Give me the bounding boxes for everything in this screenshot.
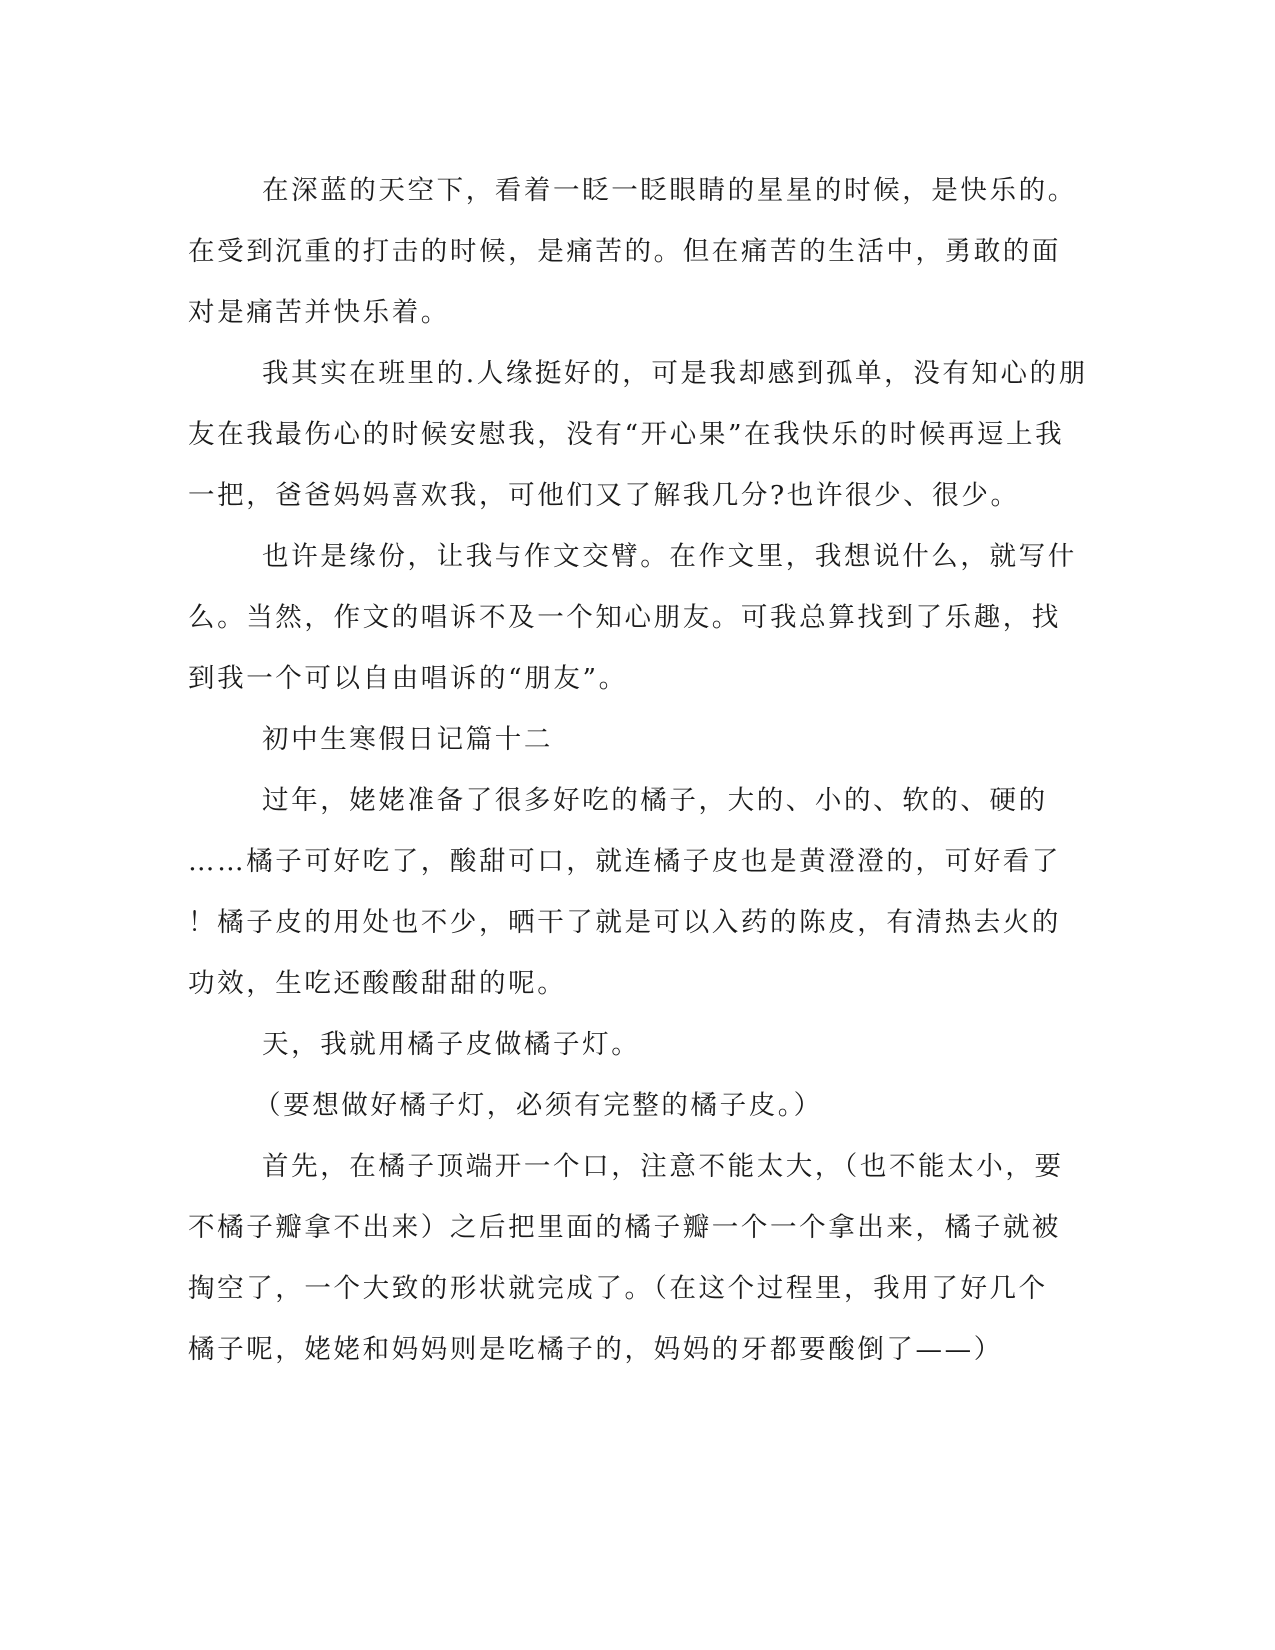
text-line: 功效，生吃还酸酸甜甜的呢。	[188, 968, 567, 999]
text-line: 过年，姥姥准备了很多好吃的橘子，大的、小的、软的、硬的	[262, 785, 1048, 816]
heading-line: 初中生寒假日记篇十二	[262, 724, 553, 755]
text-line: 天，我就用橘子皮做橘子灯。	[262, 1029, 641, 1060]
text-line: 一把，爸爸妈妈喜欢我，可他们又了解我几分?也许很少、很少。	[188, 480, 1020, 511]
text-line: 友在我最伤心的时候安慰我，没有“开心果”在我快乐的时候再逗上我	[188, 419, 1065, 450]
text-line: 对是痛苦并快乐着。	[188, 297, 450, 328]
text-line: 在深蓝的天空下，看着一眨一眨眼睛的星星的时候，是快乐的。	[262, 175, 1077, 206]
text-line: 掏空了，一个大致的形状就完成了。（在这个过程里，我用了好几个	[188, 1273, 1048, 1304]
text-line: ！橘子皮的用处也不少，晒干了就是可以入药的陈皮，有清热去火的	[188, 907, 1061, 938]
paragraph-orange-peel	[188, 770, 1088, 1014]
text-line: 首先，在橘子顶端开一个口，注意不能太大，（也不能太小，要	[262, 1151, 1064, 1182]
text-line: 么。当然，作文的唱诉不及一个知心朋友。可我总算找到了乐趣，找	[188, 602, 1061, 633]
text-line: 我其实在班里的.人缘挺好的，可是我却感到孤单，没有知心的朋	[262, 358, 1088, 389]
text-line: 在受到沉重的打击的时候，是痛苦的。但在痛苦的生活中，勇敢的面	[188, 236, 1061, 267]
text-line: ……橘子可好吃了，酸甜可口，就连橘子皮也是黄澄澄的，可好看了	[188, 846, 1061, 877]
section-heading	[188, 709, 1088, 770]
text-line: 橘子呢，姥姥和妈妈则是吃橘子的，妈妈的牙都要酸倒了——）	[188, 1334, 1003, 1365]
document-body	[188, 160, 1088, 1380]
paragraph-lantern-intro	[188, 1014, 1088, 1075]
paragraph-lonely	[188, 343, 1088, 526]
paragraph-lantern-steps	[188, 1136, 1088, 1380]
text-line: （要想做好橘子灯，必须有完整的橘子皮。）	[254, 1090, 823, 1121]
text-line: 也许是缘份，让我与作文交臂。在作文里，我想说什么，就写什	[262, 541, 1077, 572]
paragraph-composition-friend	[188, 526, 1088, 709]
text-line: 不橘子瓣拿不出来）之后把里面的橘子瓣一个一个拿出来，橘子就被	[188, 1212, 1061, 1243]
text-line: 到我一个可以自由唱诉的“朋友”。	[188, 663, 628, 694]
paragraph-lantern-note	[188, 1075, 1088, 1136]
paragraph-happy-and-pain	[188, 160, 1088, 343]
